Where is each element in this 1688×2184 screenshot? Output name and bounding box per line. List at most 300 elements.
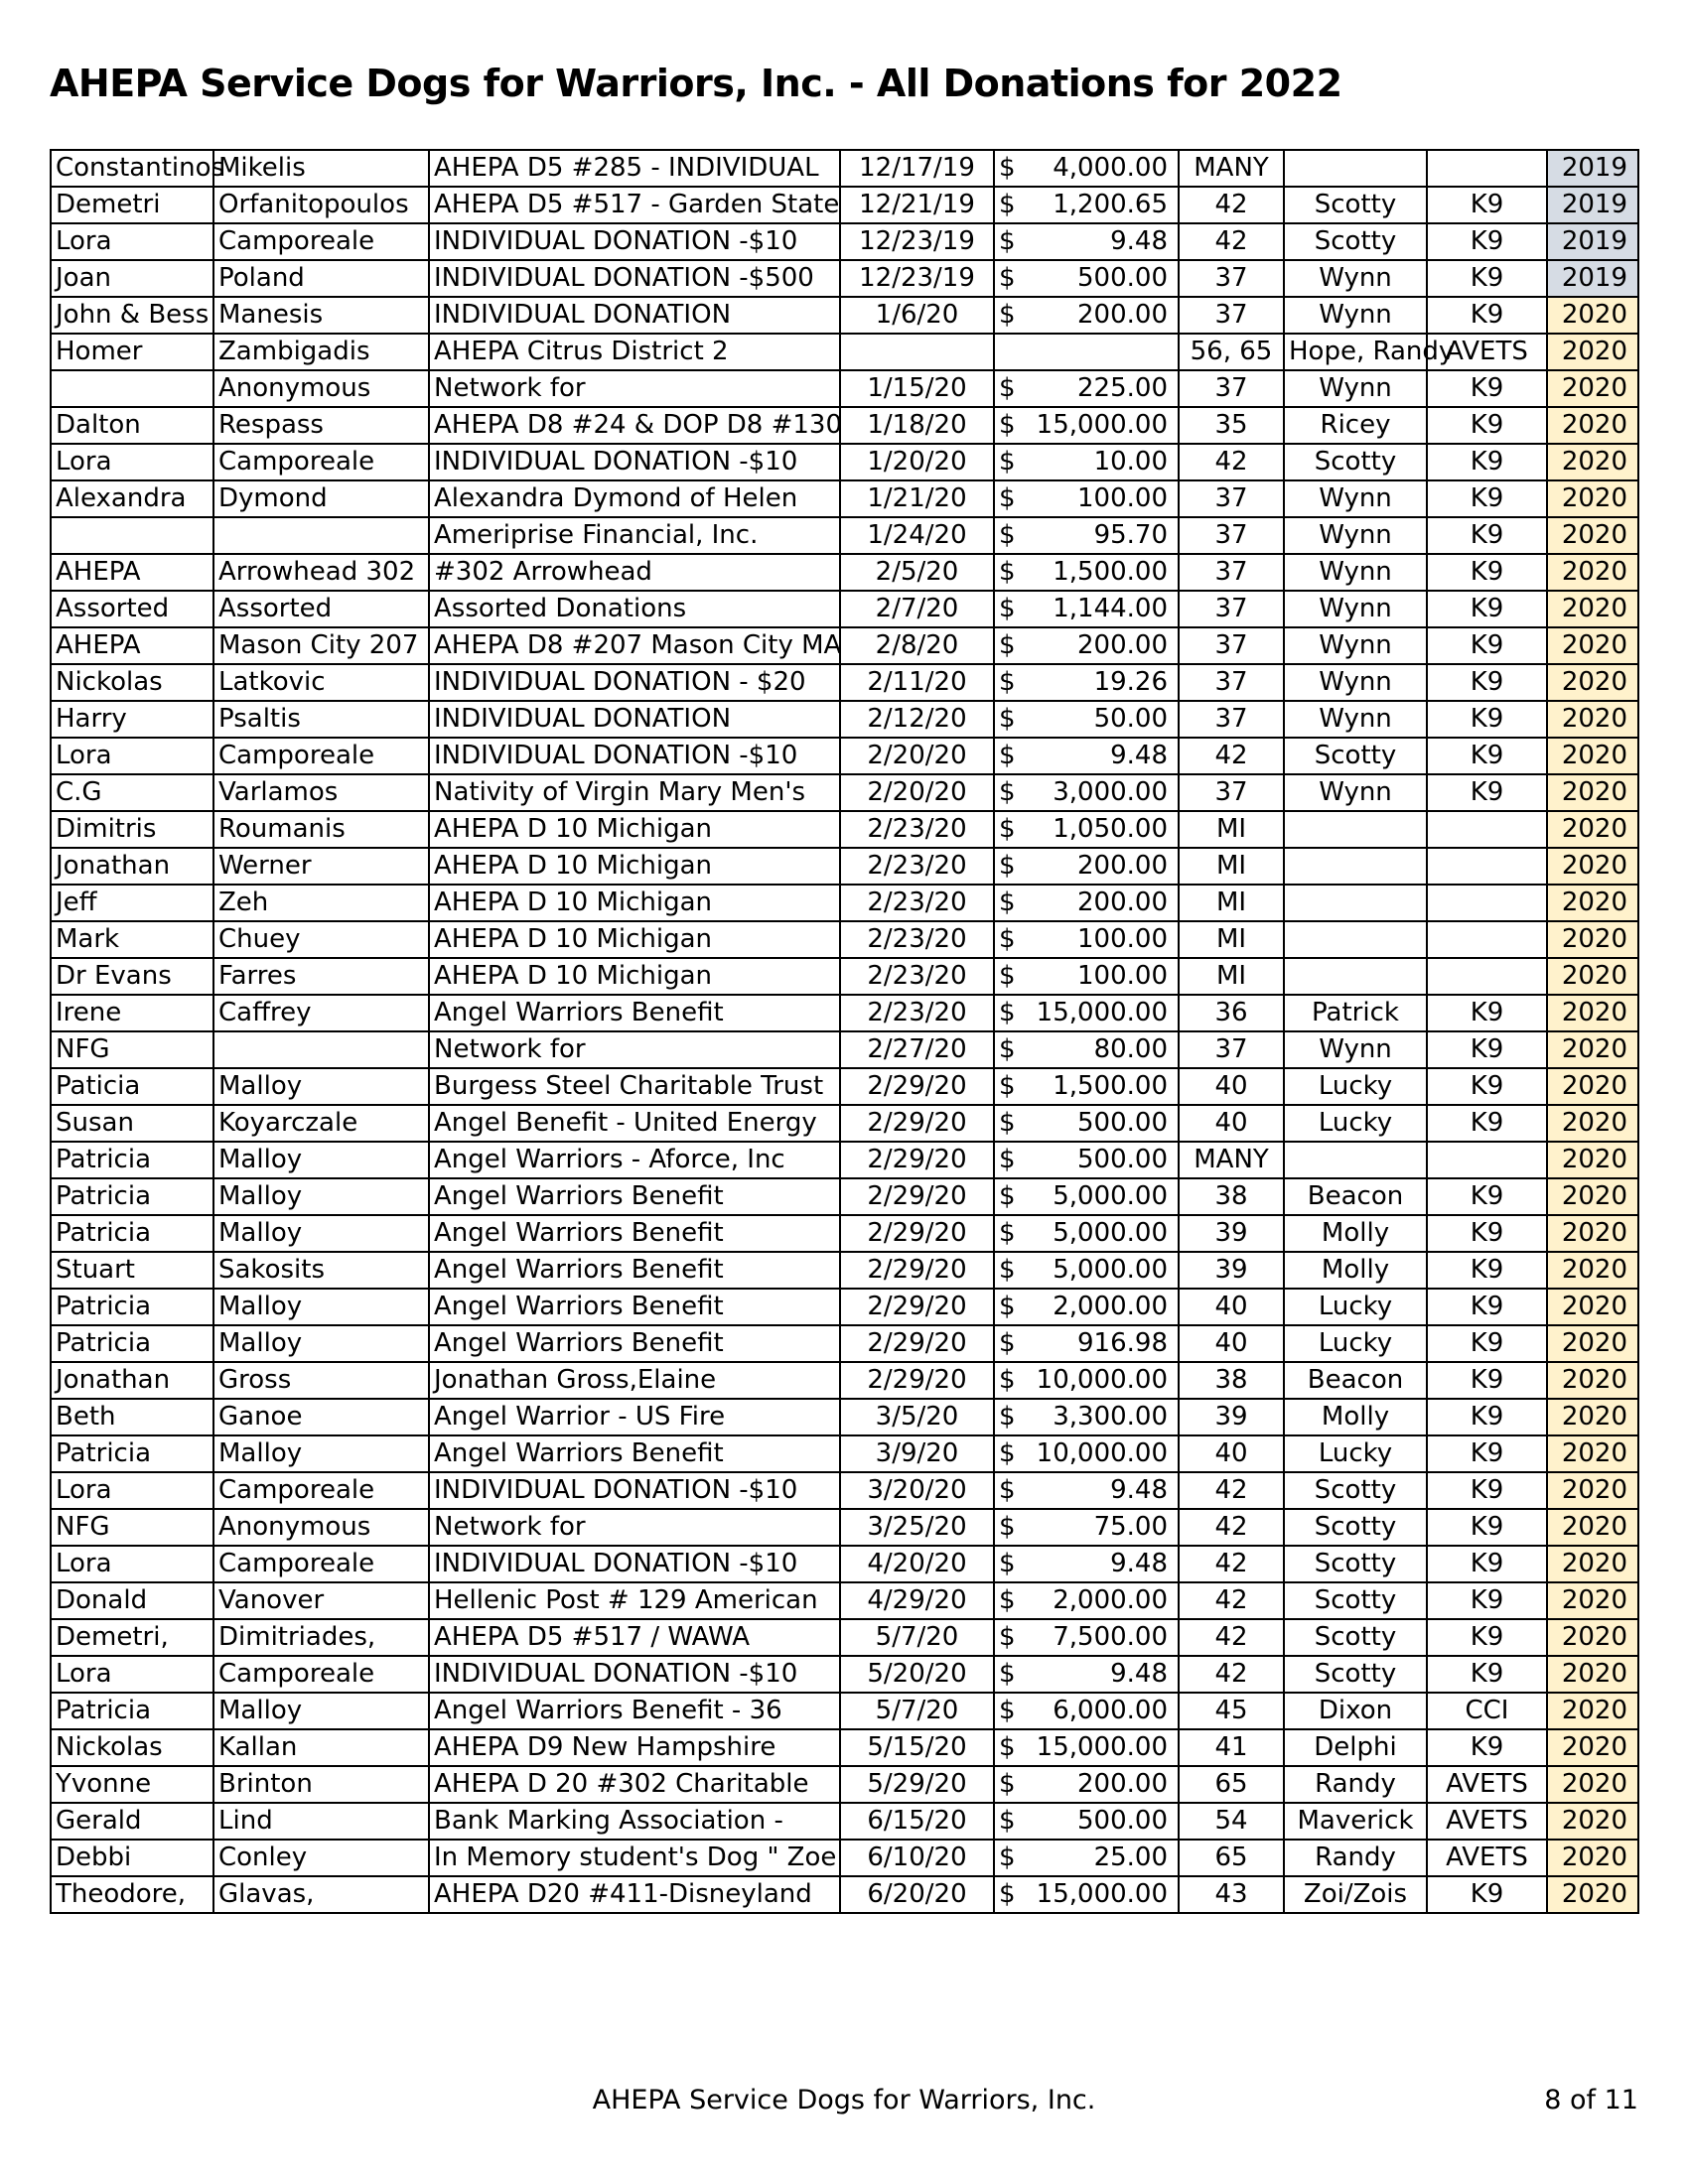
program-cell: K9 <box>1427 1472 1547 1509</box>
dog-name-cell: Ricey <box>1284 407 1427 444</box>
dog-name-cell: Molly <box>1284 1215 1427 1252</box>
currency-symbol: $ <box>999 373 1016 403</box>
last-name-cell: Psaltis <box>213 701 429 738</box>
table-row <box>51 664 1638 701</box>
table-row <box>51 958 1638 995</box>
last-name-cell: Sakosits <box>213 1252 429 1289</box>
organization-cell: INDIVIDUAL DONATION -$10 <box>429 1472 840 1509</box>
dog-name-cell: Lucky <box>1284 1325 1427 1362</box>
dog-number-cell: 41 <box>1179 1729 1284 1766</box>
last-name-cell: Chuey <box>213 921 429 958</box>
amount-cell <box>994 664 1179 701</box>
amount-cell <box>994 1729 1179 1766</box>
year-cell: 2020 <box>1547 1876 1638 1913</box>
dog-number-cell: 43 <box>1179 1876 1284 1913</box>
last-name-cell: Conley <box>213 1840 429 1876</box>
last-name-cell: Gross <box>213 1362 429 1399</box>
organization-cell: Angel Warriors Benefit <box>429 1215 840 1252</box>
amount-value: 1,500.00 <box>1053 557 1168 587</box>
dog-number-cell: 39 <box>1179 1252 1284 1289</box>
last-name-cell: Kallan <box>213 1729 429 1766</box>
last-name-cell: Mikelis <box>213 150 429 187</box>
dog-name-cell: Scotty <box>1284 1509 1427 1546</box>
table-row <box>51 1142 1638 1178</box>
year-cell: 2020 <box>1547 1142 1638 1178</box>
amount-value: 100.00 <box>1077 483 1168 513</box>
organization-cell: INDIVIDUAL DONATION -$10 <box>429 738 840 774</box>
first-name-cell: Lora <box>51 738 213 774</box>
date-cell: 2/29/20 <box>840 1215 994 1252</box>
year-cell: 2020 <box>1547 701 1638 738</box>
dog-name-cell: Zoi/Zois <box>1284 1876 1427 1913</box>
first-name-cell: Demetri, <box>51 1619 213 1656</box>
dog-number-cell: MANY <box>1179 1142 1284 1178</box>
currency-symbol: $ <box>999 520 1016 550</box>
program-cell: K9 <box>1427 1729 1547 1766</box>
amount-cell <box>994 627 1179 664</box>
first-name-cell: C.G <box>51 774 213 811</box>
amount-cell <box>994 1840 1179 1876</box>
table-row <box>51 921 1638 958</box>
dog-number-cell: 42 <box>1179 1509 1284 1546</box>
date-cell: 3/5/20 <box>840 1399 994 1435</box>
currency-symbol: $ <box>999 1402 1016 1432</box>
organization-cell: AHEPA D 10 Michigan <box>429 848 840 885</box>
year-cell: 2020 <box>1547 1362 1638 1399</box>
table-row <box>51 1656 1638 1693</box>
amount-cell <box>994 297 1179 334</box>
dog-number-cell: 65 <box>1179 1840 1284 1876</box>
table-row <box>51 885 1638 921</box>
amount-value: 3,300.00 <box>1053 1402 1168 1432</box>
table-row <box>51 1325 1638 1362</box>
first-name-cell: Assorted <box>51 591 213 627</box>
currency-symbol: $ <box>999 483 1016 513</box>
last-name-cell: Koyarczale <box>213 1105 429 1142</box>
program-cell: K9 <box>1427 1435 1547 1472</box>
program-cell: K9 <box>1427 407 1547 444</box>
date-cell: 6/20/20 <box>840 1876 994 1913</box>
last-name-cell: Respass <box>213 407 429 444</box>
dog-name-cell: Wynn <box>1284 1031 1427 1068</box>
dog-number-cell: 37 <box>1179 664 1284 701</box>
organization-cell: INDIVIDUAL DONATION -$500 <box>429 260 840 297</box>
first-name-cell: Nickolas <box>51 664 213 701</box>
year-cell: 2020 <box>1547 958 1638 995</box>
dog-number-cell: MI <box>1179 958 1284 995</box>
organization-cell: AHEPA D5 #285 - INDIVIDUAL <box>429 150 840 187</box>
organization-cell: Angel Warriors Benefit <box>429 1252 840 1289</box>
amount-value: 200.00 <box>1077 851 1168 881</box>
organization-cell: Hellenic Post # 129 American <box>429 1582 840 1619</box>
last-name-cell: Roumanis <box>213 811 429 848</box>
amount-cell <box>994 1619 1179 1656</box>
last-name-cell: Lind <box>213 1803 429 1840</box>
amount-value: 100.00 <box>1077 924 1168 954</box>
dog-name-cell: Scotty <box>1284 1546 1427 1582</box>
dog-name-cell: Lucky <box>1284 1105 1427 1142</box>
organization-cell: Jonathan Gross,Elaine <box>429 1362 840 1399</box>
year-cell: 2020 <box>1547 1399 1638 1435</box>
program-cell: K9 <box>1427 1876 1547 1913</box>
dog-number-cell: 42 <box>1179 1472 1284 1509</box>
first-name-cell: Joan <box>51 260 213 297</box>
currency-symbol: $ <box>999 998 1016 1027</box>
first-name-cell: Nickolas <box>51 1729 213 1766</box>
year-cell: 2020 <box>1547 1803 1638 1840</box>
first-name-cell: Mark <box>51 921 213 958</box>
last-name-cell: Caffrey <box>213 995 429 1031</box>
dog-name-cell: Wynn <box>1284 664 1427 701</box>
year-cell: 2020 <box>1547 554 1638 591</box>
organization-cell: Burgess Steel Charitable Trust <box>429 1068 840 1105</box>
first-name-cell: Jonathan <box>51 848 213 885</box>
table-row <box>51 591 1638 627</box>
year-cell: 2019 <box>1547 187 1638 223</box>
year-cell: 2020 <box>1547 1840 1638 1876</box>
dog-name-cell: Dixon <box>1284 1693 1427 1729</box>
currency-symbol: $ <box>999 263 1016 293</box>
dog-number-cell: 38 <box>1179 1362 1284 1399</box>
table-row <box>51 297 1638 334</box>
table-row <box>51 260 1638 297</box>
table-row <box>51 187 1638 223</box>
first-name-cell: AHEPA <box>51 627 213 664</box>
amount-value: 1,144.00 <box>1053 594 1168 623</box>
program-cell: K9 <box>1427 480 1547 517</box>
date-cell: 1/21/20 <box>840 480 994 517</box>
first-name-cell: Harry <box>51 701 213 738</box>
amount-value: 5,000.00 <box>1053 1255 1168 1285</box>
amount-value: 916.98 <box>1077 1328 1168 1358</box>
organization-cell: AHEPA D9 New Hampshire <box>429 1729 840 1766</box>
currency-symbol: $ <box>999 1145 1016 1174</box>
amount-value: 19.26 <box>1093 667 1168 697</box>
last-name-cell: Camporeale <box>213 1656 429 1693</box>
table-row <box>51 1031 1638 1068</box>
table-row <box>51 701 1638 738</box>
organization-cell: Nativity of Virgin Mary Men's <box>429 774 840 811</box>
dog-number-cell: MI <box>1179 885 1284 921</box>
program-cell: K9 <box>1427 738 1547 774</box>
last-name-cell: Poland <box>213 260 429 297</box>
footer-page-number: 8 of 11 <box>1544 2085 1638 2116</box>
last-name-cell: Vanover <box>213 1582 429 1619</box>
currency-symbol: $ <box>999 630 1016 660</box>
currency-symbol: $ <box>999 1181 1016 1211</box>
organization-cell: Ameriprise Financial, Inc. <box>429 517 840 554</box>
first-name-cell: Susan <box>51 1105 213 1142</box>
dog-number-cell: 42 <box>1179 738 1284 774</box>
dog-name-cell: Scotty <box>1284 1619 1427 1656</box>
amount-cell <box>994 1876 1179 1913</box>
year-cell: 2019 <box>1547 223 1638 260</box>
dog-name-cell: Scotty <box>1284 738 1427 774</box>
program-cell <box>1427 811 1547 848</box>
year-cell: 2020 <box>1547 1509 1638 1546</box>
last-name-cell: Varlamos <box>213 774 429 811</box>
date-cell: 2/20/20 <box>840 774 994 811</box>
dog-number-cell: 65 <box>1179 1766 1284 1803</box>
organization-cell: Angel Warriors Benefit <box>429 1435 840 1472</box>
organization-cell: Alexandra Dymond of Helen <box>429 480 840 517</box>
date-cell: 2/29/20 <box>840 1142 994 1178</box>
organization-cell: AHEPA D5 #517 - Garden State <box>429 187 840 223</box>
first-name-cell: Jonathan <box>51 1362 213 1399</box>
amount-value: 9.48 <box>1110 741 1168 770</box>
year-cell: 2020 <box>1547 370 1638 407</box>
last-name-cell: Dimitriades, <box>213 1619 429 1656</box>
table-row <box>51 1215 1638 1252</box>
last-name-cell: Glavas, <box>213 1876 429 1913</box>
organization-cell: Network for <box>429 370 840 407</box>
dog-number-cell: 37 <box>1179 774 1284 811</box>
dog-number-cell: 37 <box>1179 260 1284 297</box>
year-cell: 2020 <box>1547 1472 1638 1509</box>
amount-value: 500.00 <box>1077 263 1168 293</box>
dog-number-cell: 42 <box>1179 1619 1284 1656</box>
first-name-cell: Patricia <box>51 1693 213 1729</box>
organization-cell: Angel Warriors - Aforce, Inc <box>429 1142 840 1178</box>
date-cell: 2/29/20 <box>840 1105 994 1142</box>
dog-number-cell: 39 <box>1179 1215 1284 1252</box>
year-cell: 2020 <box>1547 1582 1638 1619</box>
amount-cell <box>994 738 1179 774</box>
dog-number-cell: 40 <box>1179 1068 1284 1105</box>
date-cell: 2/23/20 <box>840 848 994 885</box>
table-row <box>51 848 1638 885</box>
program-cell: K9 <box>1427 1509 1547 1546</box>
currency-symbol: $ <box>999 1071 1016 1101</box>
table-row <box>51 1435 1638 1472</box>
table-row <box>51 1729 1638 1766</box>
program-cell: K9 <box>1427 444 1547 480</box>
program-cell <box>1427 958 1547 995</box>
currency-symbol: $ <box>999 1218 1016 1248</box>
program-cell <box>1427 1142 1547 1178</box>
dog-number-cell: 37 <box>1179 627 1284 664</box>
date-cell: 12/23/19 <box>840 223 994 260</box>
year-cell: 2020 <box>1547 1325 1638 1362</box>
program-cell: K9 <box>1427 1215 1547 1252</box>
dog-number-cell: 42 <box>1179 1582 1284 1619</box>
amount-value: 1,500.00 <box>1053 1071 1168 1101</box>
program-cell: K9 <box>1427 1105 1547 1142</box>
amount-cell <box>994 554 1179 591</box>
dog-name-cell: Wynn <box>1284 627 1427 664</box>
currency-symbol: $ <box>999 1292 1016 1321</box>
currency-symbol: $ <box>999 1108 1016 1138</box>
organization-cell: Angel Warriors Benefit <box>429 995 840 1031</box>
table-row <box>51 1803 1638 1840</box>
organization-cell: AHEPA D 10 Michigan <box>429 811 840 848</box>
last-name-cell: Malloy <box>213 1142 429 1178</box>
last-name-cell: Malloy <box>213 1178 429 1215</box>
organization-cell: Network for <box>429 1031 840 1068</box>
currency-symbol: $ <box>999 1512 1016 1542</box>
last-name-cell: Manesis <box>213 297 429 334</box>
program-cell: K9 <box>1427 664 1547 701</box>
amount-cell <box>994 407 1179 444</box>
amount-value: 9.48 <box>1110 1549 1168 1578</box>
amount-value: 15,000.00 <box>1036 410 1168 440</box>
table-row <box>51 517 1638 554</box>
program-cell: K9 <box>1427 1178 1547 1215</box>
program-cell: K9 <box>1427 1252 1547 1289</box>
table-row <box>51 1105 1638 1142</box>
dog-name-cell: Beacon <box>1284 1362 1427 1399</box>
date-cell: 2/12/20 <box>840 701 994 738</box>
last-name-cell: Malloy <box>213 1215 429 1252</box>
year-cell: 2020 <box>1547 921 1638 958</box>
table-row <box>51 1766 1638 1803</box>
year-cell: 2020 <box>1547 1729 1638 1766</box>
amount-cell <box>994 1472 1179 1509</box>
dog-name-cell: Hope, Randy <box>1284 334 1427 370</box>
currency-symbol: $ <box>999 1365 1016 1395</box>
dog-name-cell: Scotty <box>1284 444 1427 480</box>
last-name-cell: Brinton <box>213 1766 429 1803</box>
first-name-cell: John & Bess <box>51 297 213 334</box>
currency-symbol: $ <box>999 924 1016 954</box>
currency-symbol: $ <box>999 704 1016 734</box>
organization-cell: AHEPA D 10 Michigan <box>429 885 840 921</box>
date-cell: 1/6/20 <box>840 297 994 334</box>
year-cell: 2020 <box>1547 1693 1638 1729</box>
amount-value: 10,000.00 <box>1036 1365 1168 1395</box>
dog-name-cell: Wynn <box>1284 297 1427 334</box>
currency-symbol: $ <box>999 1622 1016 1652</box>
date-cell: 2/29/20 <box>840 1252 994 1289</box>
table-row <box>51 738 1638 774</box>
amount-value: 9.48 <box>1110 226 1168 256</box>
amount-cell <box>994 591 1179 627</box>
program-cell: K9 <box>1427 1582 1547 1619</box>
organization-cell: AHEPA D8 #207 Mason City MA <box>429 627 840 664</box>
first-name-cell: Paticia <box>51 1068 213 1105</box>
currency-symbol: $ <box>999 851 1016 881</box>
dog-number-cell: 42 <box>1179 1656 1284 1693</box>
amount-value: 95.70 <box>1093 520 1168 550</box>
currency-symbol: $ <box>999 961 1016 991</box>
last-name-cell: Malloy <box>213 1435 429 1472</box>
last-name-cell: Malloy <box>213 1325 429 1362</box>
program-cell: K9 <box>1427 627 1547 664</box>
amount-cell <box>994 995 1179 1031</box>
amount-value: 4,000.00 <box>1053 153 1168 183</box>
year-cell: 2020 <box>1547 1766 1638 1803</box>
currency-symbol: $ <box>999 1328 1016 1358</box>
organization-cell: Assorted Donations <box>429 591 840 627</box>
date-cell: 3/9/20 <box>840 1435 994 1472</box>
last-name-cell: Malloy <box>213 1289 429 1325</box>
currency-symbol: $ <box>999 226 1016 256</box>
date-cell: 2/29/20 <box>840 1289 994 1325</box>
amount-cell <box>994 1693 1179 1729</box>
currency-symbol: $ <box>999 667 1016 697</box>
table-row <box>51 627 1638 664</box>
dog-name-cell <box>1284 885 1427 921</box>
amount-value: 225.00 <box>1077 373 1168 403</box>
amount-value: 200.00 <box>1077 1769 1168 1799</box>
dog-name-cell: Scotty <box>1284 1656 1427 1693</box>
table-row <box>51 1876 1638 1913</box>
amount-cell <box>994 1435 1179 1472</box>
organization-cell: INDIVIDUAL DONATION - $20 <box>429 664 840 701</box>
program-cell: CCI <box>1427 1693 1547 1729</box>
last-name-cell: Assorted <box>213 591 429 627</box>
date-cell: 5/29/20 <box>840 1766 994 1803</box>
date-cell: 4/20/20 <box>840 1546 994 1582</box>
date-cell: 2/8/20 <box>840 627 994 664</box>
organization-cell: AHEPA D8 #24 & DOP D8 #130 <box>429 407 840 444</box>
organization-cell: Bank Marking Association - <box>429 1803 840 1840</box>
year-cell: 2020 <box>1547 1215 1638 1252</box>
amount-cell <box>994 260 1179 297</box>
first-name-cell: Patricia <box>51 1289 213 1325</box>
amount-cell <box>994 1031 1179 1068</box>
first-name-cell: Homer <box>51 334 213 370</box>
dog-number-cell: 45 <box>1179 1693 1284 1729</box>
table-row <box>51 1068 1638 1105</box>
amount-cell <box>994 480 1179 517</box>
table-row <box>51 480 1638 517</box>
dog-name-cell: Wynn <box>1284 554 1427 591</box>
organization-cell: INDIVIDUAL DONATION -$10 <box>429 1546 840 1582</box>
amount-cell <box>994 1252 1179 1289</box>
program-cell: K9 <box>1427 297 1547 334</box>
amount-cell <box>994 774 1179 811</box>
amount-cell <box>994 187 1179 223</box>
dog-number-cell: 42 <box>1179 187 1284 223</box>
amount-value: 75.00 <box>1093 1512 1168 1542</box>
organization-cell: Angel Warriors Benefit <box>429 1178 840 1215</box>
date-cell: 5/20/20 <box>840 1656 994 1693</box>
year-cell: 2020 <box>1547 297 1638 334</box>
amount-cell <box>994 150 1179 187</box>
dog-number-cell: 37 <box>1179 370 1284 407</box>
currency-symbol: $ <box>999 153 1016 183</box>
date-cell: 2/29/20 <box>840 1178 994 1215</box>
year-cell: 2019 <box>1547 260 1638 297</box>
date-cell: 4/29/20 <box>840 1582 994 1619</box>
first-name-cell: Patricia <box>51 1325 213 1362</box>
organization-cell: Angel Warriors Benefit <box>429 1325 840 1362</box>
currency-symbol: $ <box>999 190 1016 219</box>
dog-number-cell: 40 <box>1179 1325 1284 1362</box>
date-cell: 2/29/20 <box>840 1068 994 1105</box>
last-name-cell: Anonymous <box>213 1509 429 1546</box>
date-cell: 2/5/20 <box>840 554 994 591</box>
amount-cell <box>994 1803 1179 1840</box>
dog-name-cell <box>1284 150 1427 187</box>
last-name-cell: Ganoe <box>213 1399 429 1435</box>
amount-value: 1,050.00 <box>1053 814 1168 844</box>
last-name-cell: Latkovic <box>213 664 429 701</box>
dog-name-cell <box>1284 958 1427 995</box>
program-cell: K9 <box>1427 223 1547 260</box>
dog-name-cell: Scotty <box>1284 187 1427 223</box>
amount-cell <box>994 811 1179 848</box>
amount-cell <box>994 1289 1179 1325</box>
amount-value: 80.00 <box>1093 1034 1168 1064</box>
last-name-cell <box>213 517 429 554</box>
amount-value: 200.00 <box>1077 887 1168 917</box>
table-row <box>51 1362 1638 1399</box>
year-cell: 2020 <box>1547 1435 1638 1472</box>
program-cell: K9 <box>1427 554 1547 591</box>
amount-value: 10,000.00 <box>1036 1438 1168 1468</box>
